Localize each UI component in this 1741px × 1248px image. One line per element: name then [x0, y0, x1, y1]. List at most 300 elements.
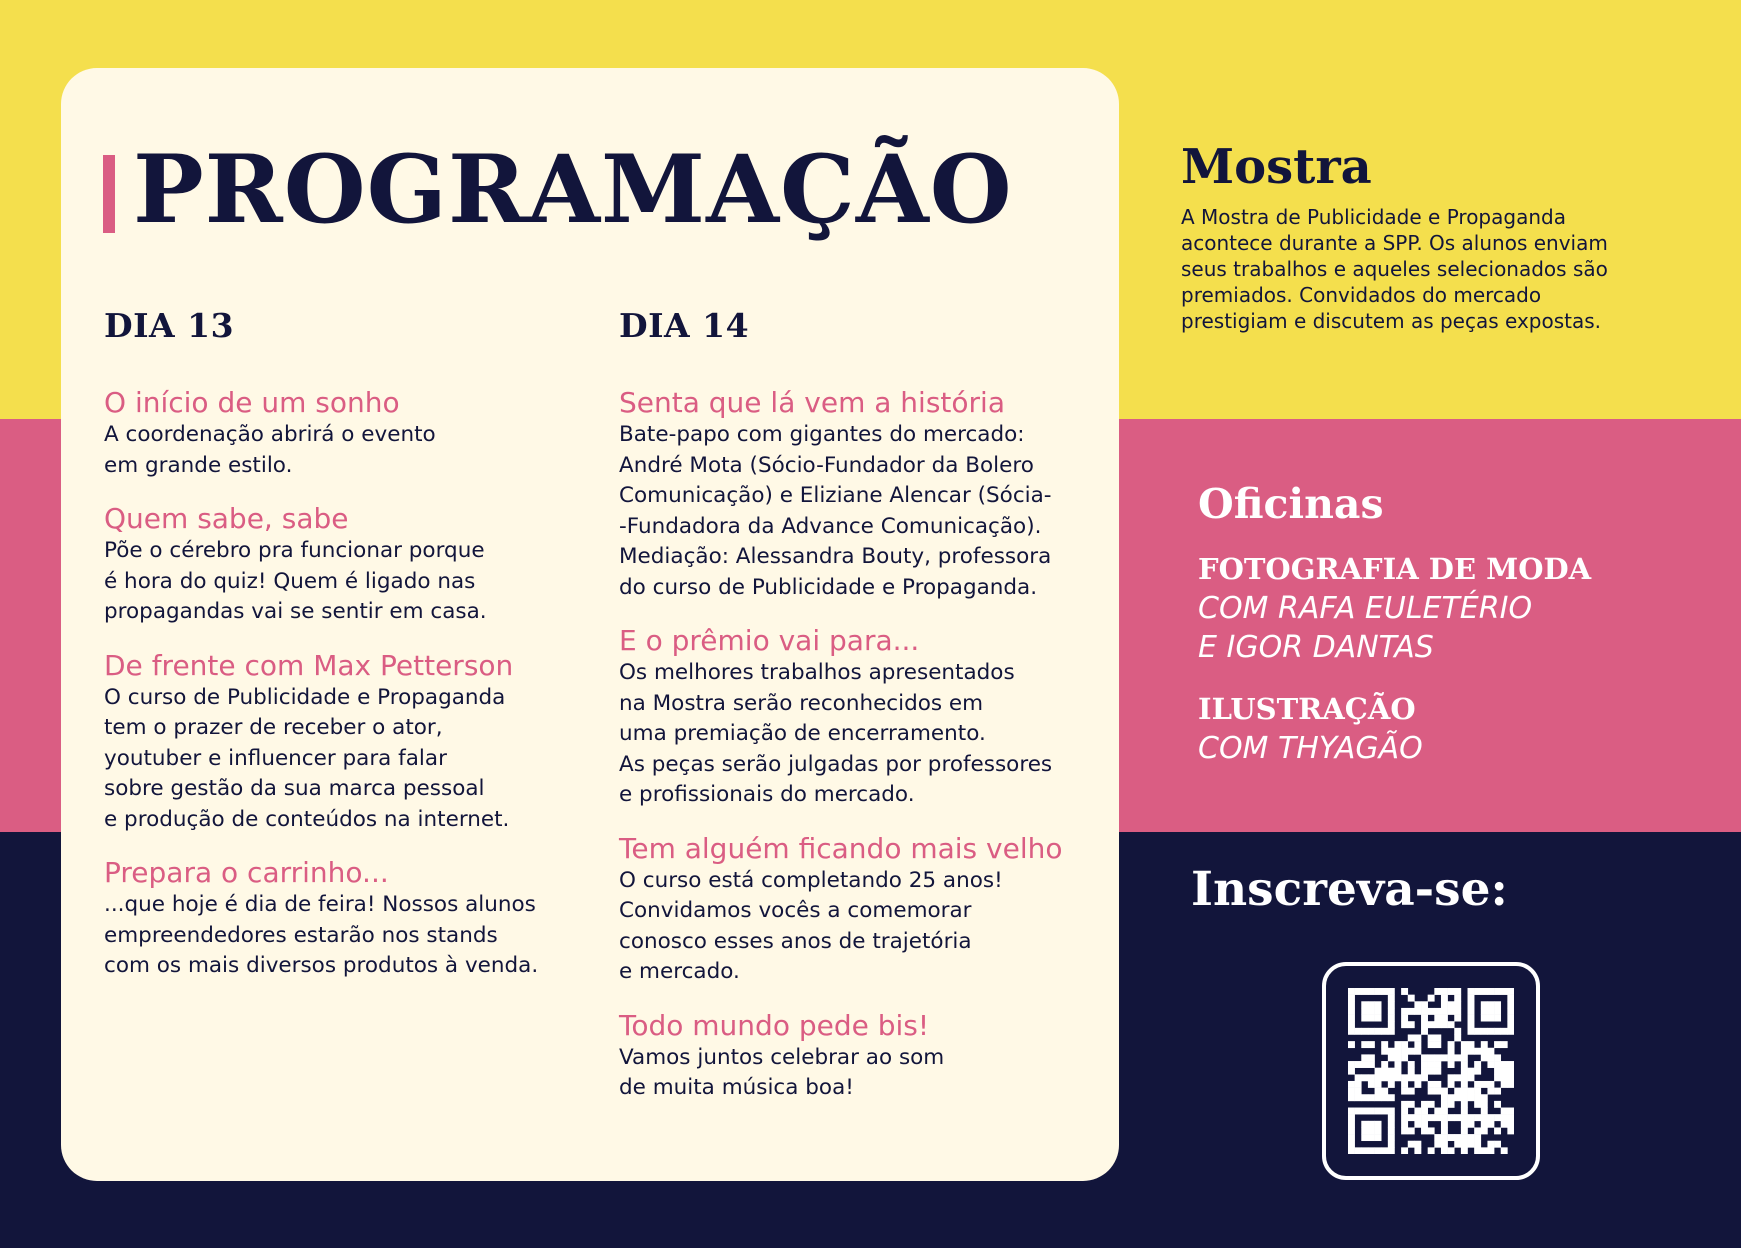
- qr-module: [1408, 1048, 1415, 1055]
- qr-module: [1448, 1074, 1455, 1081]
- qr-module: [1501, 1041, 1508, 1048]
- qr-module: [1481, 1054, 1488, 1061]
- qr-module: [1421, 1114, 1428, 1121]
- qr-module: [1348, 988, 1355, 995]
- qr-module: [1401, 1108, 1408, 1115]
- qr-module: [1507, 1061, 1514, 1068]
- qr-module: [1361, 1008, 1368, 1015]
- qr-module: [1428, 1114, 1435, 1121]
- qr-module: [1487, 1015, 1494, 1022]
- qr-module: [1355, 1074, 1362, 1081]
- qr-module: [1388, 1048, 1395, 1055]
- qr-module: [1441, 1088, 1448, 1095]
- qr-module: [1507, 1015, 1514, 1022]
- qr-module: [1501, 1074, 1508, 1081]
- qr-module: [1401, 1054, 1408, 1061]
- qr-module: [1468, 1094, 1475, 1101]
- event-description: O curso de Publicidade e Propaganda tem o prazer de receber o ator, youtuber e influencer para falar sobre gestão da sua marca pessoal e produção de conteúdos na internet.: [104, 684, 510, 832]
- qr-module: [1375, 1081, 1382, 1088]
- qr-module: [1361, 1041, 1368, 1048]
- qr-module: [1428, 1034, 1435, 1041]
- qr-module: [1381, 1028, 1388, 1035]
- event-description: Os melhores trabalhos apresentados na Mostra serão reconhecidos em uma premiação de encerramento. As peças serão julgadas por professores e profissionais do mercado.: [619, 660, 1053, 807]
- qr-module: [1388, 1114, 1395, 1121]
- qr-module: [1454, 1008, 1461, 1015]
- qr-module: [1448, 1147, 1455, 1154]
- qr-module: [1501, 988, 1508, 995]
- qr-module: [1441, 988, 1448, 995]
- qr-module: [1448, 1094, 1455, 1101]
- qr-module: [1394, 1041, 1401, 1048]
- qr-module: [1494, 1041, 1501, 1048]
- qr-module: [1468, 1121, 1475, 1128]
- event-item: [619, 624, 1099, 811]
- qr-module: [1487, 1054, 1494, 1061]
- qr-module: [1481, 1147, 1488, 1154]
- qr-module: [1481, 1114, 1488, 1121]
- qr-module: [1481, 1015, 1488, 1022]
- event-item: [619, 832, 1099, 988]
- qr-module: [1381, 1041, 1388, 1048]
- qr-module: [1348, 1127, 1355, 1134]
- qr-module: [1348, 1088, 1355, 1095]
- qr-module: [1441, 1054, 1448, 1061]
- qr-module: [1474, 1048, 1481, 1055]
- qr-module: [1487, 988, 1494, 995]
- qr-module: [1448, 1001, 1455, 1008]
- qr-module: [1348, 1114, 1355, 1121]
- qr-module: [1421, 1028, 1428, 1035]
- qr-module: [1434, 1141, 1441, 1148]
- qr-module: [1428, 1127, 1435, 1134]
- qr-module: [1468, 1134, 1475, 1141]
- qr-module: [1494, 1127, 1501, 1134]
- qr-module: [1441, 1141, 1448, 1148]
- qr-module: [1401, 1021, 1408, 1028]
- qr-module: [1454, 1088, 1461, 1095]
- qr-module: [1494, 1088, 1501, 1095]
- qr-module: [1388, 1074, 1395, 1081]
- qr-module: [1428, 1041, 1435, 1048]
- qr-module: [1474, 1028, 1481, 1035]
- qr-module: [1481, 1048, 1488, 1055]
- qr-module: [1461, 1048, 1468, 1055]
- qr-module: [1348, 1141, 1355, 1148]
- qr-module: [1487, 1081, 1494, 1088]
- qr-module: [1461, 1114, 1468, 1121]
- qr-module: [1434, 1134, 1441, 1141]
- event-title: De frente com Max Petterson: [104, 648, 514, 682]
- qr-module: [1421, 1127, 1428, 1134]
- qr-module: [1434, 1015, 1441, 1022]
- event-item: [619, 1009, 1099, 1104]
- qr-module: [1461, 1121, 1468, 1128]
- day-heading: DIA 13: [104, 306, 235, 345]
- day-14-column: [619, 306, 1099, 1125]
- qr-module: [1368, 1074, 1375, 1081]
- qr-module: [1401, 1041, 1408, 1048]
- qr-module: [1501, 1121, 1508, 1128]
- qr-module: [1494, 1015, 1501, 1022]
- qr-module: [1375, 1001, 1382, 1008]
- qr-module: [1441, 1008, 1448, 1015]
- qr-module: [1381, 1088, 1388, 1095]
- qr-module: [1441, 1108, 1448, 1115]
- qr-module: [1448, 1114, 1455, 1121]
- qr-module: [1434, 1054, 1441, 1061]
- qr-module: [1375, 1074, 1382, 1081]
- qr-module: [1388, 1015, 1395, 1022]
- qr-module: [1381, 1147, 1388, 1154]
- qr-module: [1361, 1015, 1368, 1022]
- qr-module: [1487, 1147, 1494, 1154]
- qr-module: [1414, 1114, 1421, 1121]
- qr-module: [1348, 1001, 1355, 1008]
- qr-module: [1501, 1028, 1508, 1035]
- qr-module: [1507, 1028, 1514, 1035]
- qr-module: [1375, 1127, 1382, 1134]
- qr-module: [1394, 1061, 1401, 1068]
- day-13-column: [104, 306, 614, 1003]
- qr-module: [1361, 988, 1368, 995]
- qr-module: [1474, 1088, 1481, 1095]
- qr-module: [1494, 1101, 1501, 1108]
- qr-module: [1421, 1061, 1428, 1068]
- workshop-item: [1198, 550, 1591, 667]
- qr-module: [1368, 1094, 1375, 1101]
- event-title: E o prêmio vai para...: [619, 624, 920, 657]
- qr-module: [1448, 1008, 1455, 1015]
- qr-module: [1487, 1008, 1494, 1015]
- qr-module: [1348, 1061, 1355, 1068]
- qr-module: [1421, 1101, 1428, 1108]
- qr-module: [1454, 1094, 1461, 1101]
- qr-module: [1361, 1147, 1368, 1154]
- qr-module: [1348, 995, 1355, 1002]
- qr-module: [1428, 1081, 1435, 1088]
- signup-heading: Inscreva-se:: [1191, 862, 1508, 917]
- qr-module: [1487, 1121, 1494, 1128]
- qr-module: [1434, 1114, 1441, 1121]
- qr-module: [1368, 988, 1375, 995]
- qr-module: [1434, 1034, 1441, 1041]
- qr-module: [1494, 1141, 1501, 1148]
- qr-module: [1348, 1068, 1355, 1075]
- qr-module: [1414, 1034, 1421, 1041]
- qr-module: [1368, 1015, 1375, 1022]
- event-item: [104, 386, 614, 481]
- qr-module: [1434, 1088, 1441, 1095]
- qr-module: [1441, 1021, 1448, 1028]
- qr-module: [1507, 995, 1514, 1002]
- qr-module: [1481, 1001, 1488, 1008]
- qr-module: [1381, 1094, 1388, 1101]
- qr-module: [1461, 1081, 1468, 1088]
- qr-module: [1487, 1141, 1494, 1148]
- qr-module: [1461, 1074, 1468, 1081]
- qr-module: [1481, 1008, 1488, 1015]
- qr-module: [1368, 1081, 1375, 1088]
- qr-module: [1414, 1147, 1421, 1154]
- qr-module: [1468, 1001, 1475, 1008]
- qr-module: [1448, 1101, 1455, 1108]
- qr-module: [1501, 1108, 1508, 1115]
- qr-module: [1408, 1068, 1415, 1075]
- qr-module: [1414, 1008, 1421, 1015]
- qr-module: [1355, 1147, 1362, 1154]
- qr-module: [1468, 1015, 1475, 1022]
- qr-module: [1434, 1041, 1441, 1048]
- qr-module: [1388, 1081, 1395, 1088]
- qr-module: [1454, 1074, 1461, 1081]
- mostra-description: A Mostra de Publicidade e Propaganda acontece durante a SPP. Os alunos enviam seus trabalhos e aqueles selecionados são premiados. Convidados do mercado prestigiam e discutem as peças expostas.: [1181, 205, 1608, 333]
- qr-module: [1501, 1114, 1508, 1121]
- qr-module: [1441, 995, 1448, 1002]
- qr-module: [1494, 1028, 1501, 1035]
- event-title: Quem sabe, sabe: [104, 502, 349, 535]
- qr-module: [1481, 1127, 1488, 1134]
- qr-module: [1414, 1081, 1421, 1088]
- qr-module: [1468, 1048, 1475, 1055]
- qr-module: [1461, 1088, 1468, 1095]
- qr-module: [1355, 1088, 1362, 1095]
- qr-module: [1454, 1054, 1461, 1061]
- qr-module: [1461, 1101, 1468, 1108]
- workshop-title: FOTOGRAFIA DE MODA: [1198, 552, 1592, 586]
- qr-code-icon[interactable]: [1348, 988, 1514, 1154]
- qr-module: [1468, 995, 1475, 1002]
- qr-module: [1381, 1061, 1388, 1068]
- qr-module: [1461, 1108, 1468, 1115]
- qr-module: [1401, 1147, 1408, 1154]
- qr-module: [1401, 1101, 1408, 1108]
- qr-module: [1428, 1061, 1435, 1068]
- qr-module: [1487, 1088, 1494, 1095]
- qr-module: [1414, 1108, 1421, 1115]
- qr-module: [1388, 995, 1395, 1002]
- qr-module: [1421, 1108, 1428, 1115]
- qr-module: [1408, 1088, 1415, 1095]
- event-item: [619, 386, 1099, 603]
- qr-module: [1468, 1068, 1475, 1075]
- qr-module: [1474, 1068, 1481, 1075]
- qr-module: [1421, 1074, 1428, 1081]
- qr-module: [1428, 1054, 1435, 1061]
- qr-module: [1414, 1001, 1421, 1008]
- qr-module: [1468, 1074, 1475, 1081]
- event-title: Senta que lá vem a história: [619, 386, 1005, 419]
- qr-module: [1448, 1021, 1455, 1028]
- title-accent-bar: [103, 155, 115, 233]
- qr-module: [1507, 1127, 1514, 1134]
- qr-module: [1368, 1054, 1375, 1061]
- event-description: A coordenação abrirá o evento em grande estilo.: [104, 422, 436, 478]
- qr-module: [1441, 1101, 1448, 1108]
- qr-module: [1414, 1121, 1421, 1128]
- qr-module: [1428, 1088, 1435, 1095]
- qr-module: [1434, 1068, 1441, 1075]
- qr-module: [1468, 1141, 1475, 1148]
- qr-module: [1361, 1127, 1368, 1134]
- qr-module: [1381, 1074, 1388, 1081]
- qr-module: [1448, 988, 1455, 995]
- qr-module: [1368, 1127, 1375, 1134]
- qr-module: [1428, 1021, 1435, 1028]
- qr-module: [1348, 1108, 1355, 1115]
- qr-module: [1388, 1054, 1395, 1061]
- qr-module: [1441, 1114, 1448, 1121]
- qr-module: [1481, 1121, 1488, 1128]
- workshop-instructors: COM RAFA EULETÉRIO E IGOR DANTAS: [1198, 591, 1533, 665]
- qr-module: [1461, 1061, 1468, 1068]
- qr-module: [1421, 1121, 1428, 1128]
- qr-module: [1474, 1101, 1481, 1108]
- workshop-instructors: COM THYAGÃO: [1198, 731, 1423, 766]
- qr-module: [1474, 1081, 1481, 1088]
- qr-module: [1494, 1061, 1501, 1068]
- qr-module: [1348, 1021, 1355, 1028]
- mostra-heading: Mostra: [1181, 139, 1372, 195]
- qr-module: [1408, 1114, 1415, 1121]
- qr-module: [1408, 1008, 1415, 1015]
- qr-module: [1461, 1127, 1468, 1134]
- qr-module: [1454, 988, 1461, 995]
- qr-module: [1501, 1147, 1508, 1154]
- qr-module: [1481, 1108, 1488, 1115]
- qr-module: [1368, 1108, 1375, 1115]
- qr-module: [1507, 1108, 1514, 1115]
- qr-module: [1421, 1068, 1428, 1075]
- qr-module: [1388, 1028, 1395, 1035]
- qr-module: [1421, 1001, 1428, 1008]
- qr-module: [1388, 1141, 1395, 1148]
- qr-module: [1448, 1041, 1455, 1048]
- qr-module: [1434, 988, 1441, 995]
- qr-module: [1481, 1028, 1488, 1035]
- qr-module: [1421, 1021, 1428, 1028]
- qr-module: [1494, 1008, 1501, 1015]
- qr-module: [1507, 1074, 1514, 1081]
- event-description: O curso está completando 25 anos! Convidamos vocês a comemorar conosco esses anos de trajetória e mercado.: [619, 867, 1003, 984]
- qr-module: [1494, 1054, 1501, 1061]
- qr-module: [1507, 988, 1514, 995]
- qr-module: [1468, 988, 1475, 995]
- qr-module: [1494, 1068, 1501, 1075]
- qr-module: [1434, 1081, 1441, 1088]
- qr-module: [1368, 1147, 1375, 1154]
- event-item: [104, 649, 614, 836]
- qr-module: [1401, 988, 1408, 995]
- qr-module: [1394, 1048, 1401, 1055]
- qr-module: [1507, 1121, 1514, 1128]
- qr-module: [1401, 1074, 1408, 1081]
- qr-module: [1375, 1134, 1382, 1141]
- qr-module: [1414, 1141, 1421, 1148]
- qr-module: [1474, 1094, 1481, 1101]
- qr-module: [1348, 1147, 1355, 1154]
- qr-module: [1468, 1008, 1475, 1015]
- qr-module: [1368, 1001, 1375, 1008]
- qr-module: [1494, 988, 1501, 995]
- qr-module: [1388, 1121, 1395, 1128]
- event-title: Todo mundo pede bis!: [619, 1008, 930, 1042]
- qr-module: [1375, 1094, 1382, 1101]
- workshop-title: ILUSTRAÇÃO: [1198, 692, 1416, 726]
- qr-module: [1468, 1114, 1475, 1121]
- qr-module: [1355, 1081, 1362, 1088]
- qr-module: [1501, 1081, 1508, 1088]
- qr-module: [1388, 1147, 1395, 1154]
- qr-module: [1487, 1001, 1494, 1008]
- qr-module: [1381, 1048, 1388, 1055]
- qr-module: [1448, 1134, 1455, 1141]
- qr-module: [1355, 988, 1362, 995]
- qr-module: [1355, 1061, 1362, 1068]
- qr-module: [1501, 1068, 1508, 1075]
- oficinas-heading: Oficinas: [1198, 480, 1384, 528]
- qr-module: [1448, 1061, 1455, 1068]
- qr-module: [1408, 1127, 1415, 1134]
- qr-module: [1414, 1041, 1421, 1048]
- qr-module: [1507, 1001, 1514, 1008]
- qr-module: [1461, 1141, 1468, 1148]
- qr-module: [1375, 1108, 1382, 1115]
- qr-module: [1474, 1147, 1481, 1154]
- qr-module: [1454, 1141, 1461, 1148]
- event-description: ...que hoje é dia de feira! Nossos alunos empreendedores estarão nos stands com os mais diversos produtos à venda.: [104, 892, 539, 978]
- qr-module: [1394, 1074, 1401, 1081]
- qr-module: [1408, 1141, 1415, 1148]
- qr-module: [1474, 1134, 1481, 1141]
- qr-module: [1375, 1015, 1382, 1022]
- qr-module: [1494, 1114, 1501, 1121]
- qr-module: [1381, 988, 1388, 995]
- qr-module: [1454, 1114, 1461, 1121]
- qr-module: [1441, 1127, 1448, 1134]
- day-heading: DIA 14: [619, 306, 750, 345]
- event-description: Bate-papo com gigantes do mercado: André Mota (Sócio-Fundador da Bolero Comunicação) e Eliziane Alencar (Sócia- -Fundadora da Advance Comunicação). Mediação: Alessandra Bouty, professora do curso de Publicidade e Propaganda.: [619, 422, 1052, 600]
- qr-module: [1408, 1101, 1415, 1108]
- qr-module: [1375, 1008, 1382, 1015]
- qr-module: [1361, 1134, 1368, 1141]
- qr-module: [1421, 1015, 1428, 1022]
- qr-module: [1401, 1127, 1408, 1134]
- qr-module: [1428, 995, 1435, 1002]
- qr-module: [1468, 1021, 1475, 1028]
- qr-module: [1368, 1008, 1375, 1015]
- qr-module: [1361, 1054, 1368, 1061]
- qr-module: [1481, 988, 1488, 995]
- qr-module: [1355, 1028, 1362, 1035]
- qr-code-link[interactable]: [1322, 962, 1540, 1180]
- qr-module: [1441, 1121, 1448, 1128]
- qr-module: [1401, 1114, 1408, 1121]
- qr-module: [1487, 1028, 1494, 1035]
- qr-module: [1375, 1147, 1382, 1154]
- event-description: Vamos juntos celebrar ao som de muita música boa!: [619, 1044, 945, 1100]
- qr-module: [1474, 1127, 1481, 1134]
- qr-module: [1348, 1094, 1355, 1101]
- qr-module: [1434, 1021, 1441, 1028]
- qr-module: [1481, 1094, 1488, 1101]
- qr-module: [1454, 1001, 1461, 1008]
- qr-module: [1361, 1094, 1368, 1101]
- qr-module: [1361, 1001, 1368, 1008]
- qr-module: [1368, 1028, 1375, 1035]
- qr-module: [1401, 1088, 1408, 1095]
- workshop-item: [1198, 690, 1423, 768]
- qr-module: [1461, 1134, 1468, 1141]
